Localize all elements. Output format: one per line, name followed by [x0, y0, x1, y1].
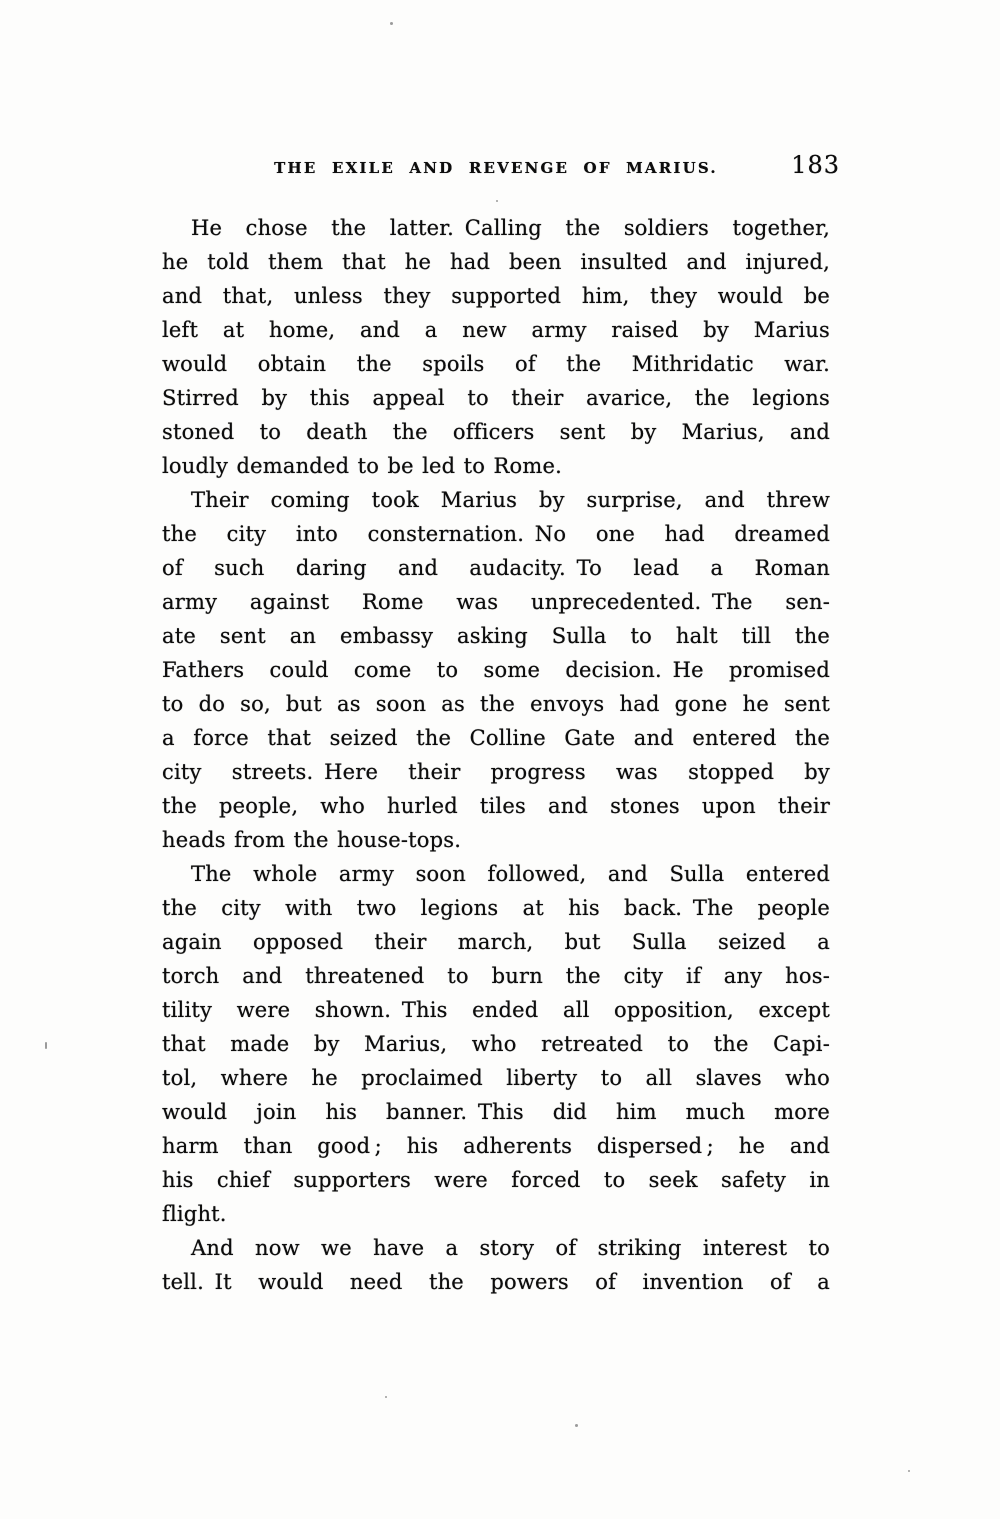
scan-speck	[45, 1042, 47, 1049]
text-line: Their coming took Marius by surprise, and threw	[191, 488, 830, 512]
paragraph	[162, 1231, 830, 1299]
text-line: Fathers could come to some decision. He promised	[162, 658, 830, 682]
text-line: army against Rome was unprecedented. The sen-	[162, 590, 830, 614]
page-header	[162, 151, 840, 183]
text-line: would join his banner. This did him much more	[162, 1100, 830, 1124]
paragraph	[162, 483, 830, 857]
text-line: the city into consternation. No one had dreamed	[162, 522, 830, 546]
text-line: tility were shown. This ended all opposition, except	[162, 998, 830, 1022]
text-line: flight.	[162, 1202, 227, 1226]
text-line: The whole army soon followed, and Sulla entered	[191, 862, 830, 886]
text-line: again opposed their march, but Sulla seized a	[162, 930, 830, 954]
text-line: to do so, but as soon as the envoys had gone he sent	[162, 692, 830, 716]
text-line: would obtain the spoils of the Mithridatic war.	[162, 352, 830, 376]
text-line: And now we have a story of striking interest to	[191, 1236, 830, 1260]
text-line: loudly demanded to be led to Rome.	[162, 454, 562, 478]
text-line: ate sent an embassy asking Sulla to halt till the	[162, 624, 830, 648]
scan-speck	[390, 22, 393, 25]
text-line: torch and threatened to burn the city if any hos-	[162, 964, 830, 988]
scan-speck	[575, 1424, 578, 1427]
text-line: tell. It would need the powers of invention of a	[162, 1270, 830, 1294]
body-text	[162, 211, 830, 1299]
text-line: city streets. Here their progress was stopped by	[162, 760, 830, 784]
text-line: he told them that he had been insulted and injured,	[162, 250, 830, 274]
text-line: of such daring and audacity. To lead a Roman	[162, 556, 830, 580]
text-line: tol, where he proclaimed liberty to all slaves who	[162, 1066, 830, 1090]
scan-speck	[908, 1470, 910, 1472]
paragraph	[162, 857, 830, 1231]
text-line: the city with two legions at his back. The people	[162, 896, 830, 920]
text-line: He chose the latter. Calling the soldiers together,	[191, 216, 830, 240]
text-line: left at home, and a new army raised by Marius	[162, 318, 830, 342]
text-line: the people, who hurled tiles and stones upon their	[162, 794, 830, 818]
text-line: stoned to death the officers sent by Marius, and	[162, 420, 830, 444]
text-line: heads from the house-tops.	[162, 828, 462, 852]
text-line: Stirred by this appeal to their avarice, the legions	[162, 386, 830, 410]
paragraph	[162, 211, 830, 483]
text-line: a force that seized the Colline Gate and entered the	[162, 726, 830, 750]
page-number: 183	[791, 151, 840, 179]
text-line: that made by Marius, who retreated to the Capi-	[162, 1032, 830, 1056]
text-line: his chief supporters were forced to seek safety in	[162, 1168, 830, 1192]
text-line: and that, unless they supported him, they would be	[162, 284, 830, 308]
running-head-title: THE EXILE AND REVENGE OF MARIUS.	[274, 159, 718, 177]
scan-speck	[385, 1396, 387, 1398]
text-line: harm than good ; his adherents dispersed ; he and	[162, 1134, 830, 1158]
scan-speck	[496, 200, 498, 202]
